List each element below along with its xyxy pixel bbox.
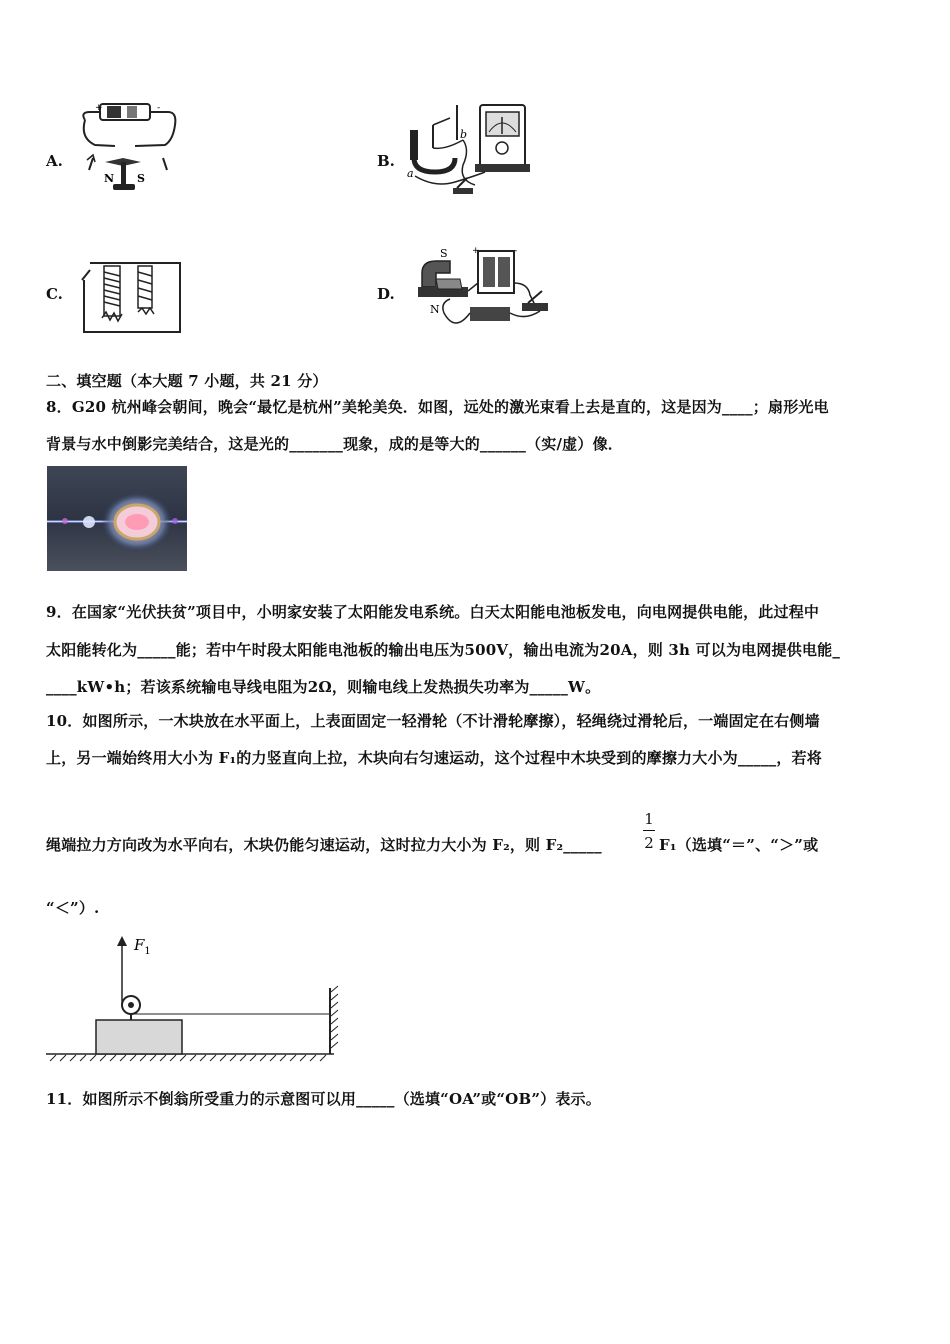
figure-d-s-label: S xyxy=(440,247,448,260)
q10-line-3a: 绳端拉力方向改为水平向右，木块仍能匀速运动，这时拉力大小为 F₂，则 F₂_____ xyxy=(46,836,602,854)
q10-line-1: 10．如图所示，一木块放在水平面上，上表面固定一轻滑轮（不计滑轮摩擦），轻绳绕过滑轮后，一端固定在右侧墙 xyxy=(46,712,820,730)
q10-f1-label: $F_1$ xyxy=(134,936,151,957)
svg-text:-: - xyxy=(157,103,161,113)
q10-line-2: 上，另一端始终用大小为 F₁的力竖直向上拉，木块向右匀速运动，这个过程中木块受到的摩擦力大小为_____，若将 xyxy=(46,749,822,767)
q10-f1-subscript: 1 xyxy=(144,946,151,957)
q10-fraction-denominator: 2 xyxy=(644,834,654,852)
svg-text:-: - xyxy=(514,246,518,256)
option-a-label: A. xyxy=(46,152,63,170)
q10-line-3b: F₁（选填“＝”、“＞”或 xyxy=(659,836,819,854)
figure-d-n-label: N xyxy=(430,303,440,316)
q9-line-2: 太阳能转化为_____能；若中午时段太阳能电池板的输出电压为500V，输出电流为20A，则 3h 可以为电网提供电能_ xyxy=(46,641,841,659)
q8-laser-photo xyxy=(47,466,187,571)
option-c-label: C. xyxy=(46,285,63,303)
section-heading: 二、填空题（本大题 7 小题，共 21 分） xyxy=(46,372,328,390)
q10-fraction-numerator: 1 xyxy=(644,810,654,828)
q10-line-4: “＜”）. xyxy=(46,899,100,917)
option-b-label: B. xyxy=(377,152,395,170)
figure-a-s-label: S xyxy=(137,172,145,185)
svg-text:+: + xyxy=(472,246,480,256)
figure-b-b-label: b xyxy=(460,128,468,141)
option-d-label: D. xyxy=(377,285,395,303)
q10-pulley-diagram xyxy=(46,930,346,1062)
figure-d-motor-circuit xyxy=(410,243,555,341)
figure-b-galvanometer-circuit xyxy=(405,100,535,200)
figure-c-electromagnets xyxy=(82,258,182,336)
q8-line-2: 背景与水中倒影完美结合，这是光的_______现象，成的是等大的______（实/虚）像． xyxy=(46,435,623,453)
q9-line-1: 9．在国家“光伏扶贫”项目中，小明家安装了太阳能发电系统。白天太阳能电池板发电，向电网提供电能，此过程中 xyxy=(46,603,820,621)
q9-line-3: ____kW•h；若该系统输电导线电阻为2Ω，则输电线上发热损失功率为_____W。 xyxy=(46,678,601,696)
figure-b-a-label: a xyxy=(407,167,414,180)
svg-text:+: + xyxy=(95,103,103,113)
q8-line-1: 8．G20 杭州峰会朝间，晚会“最忆是杭州”美轮美奂．如图，远处的激光束看上去是直的，这是因为____；扇形光电 xyxy=(46,398,829,416)
q10-fraction-bar xyxy=(643,830,655,831)
q11-line-1: 11．如图所示不倒翁所受重力的示意图可以用_____（选填“OA”或“OB”）表示。 xyxy=(46,1090,601,1108)
figure-a-compass-circuit xyxy=(75,100,185,198)
figure-a-n-label: N xyxy=(104,172,115,185)
